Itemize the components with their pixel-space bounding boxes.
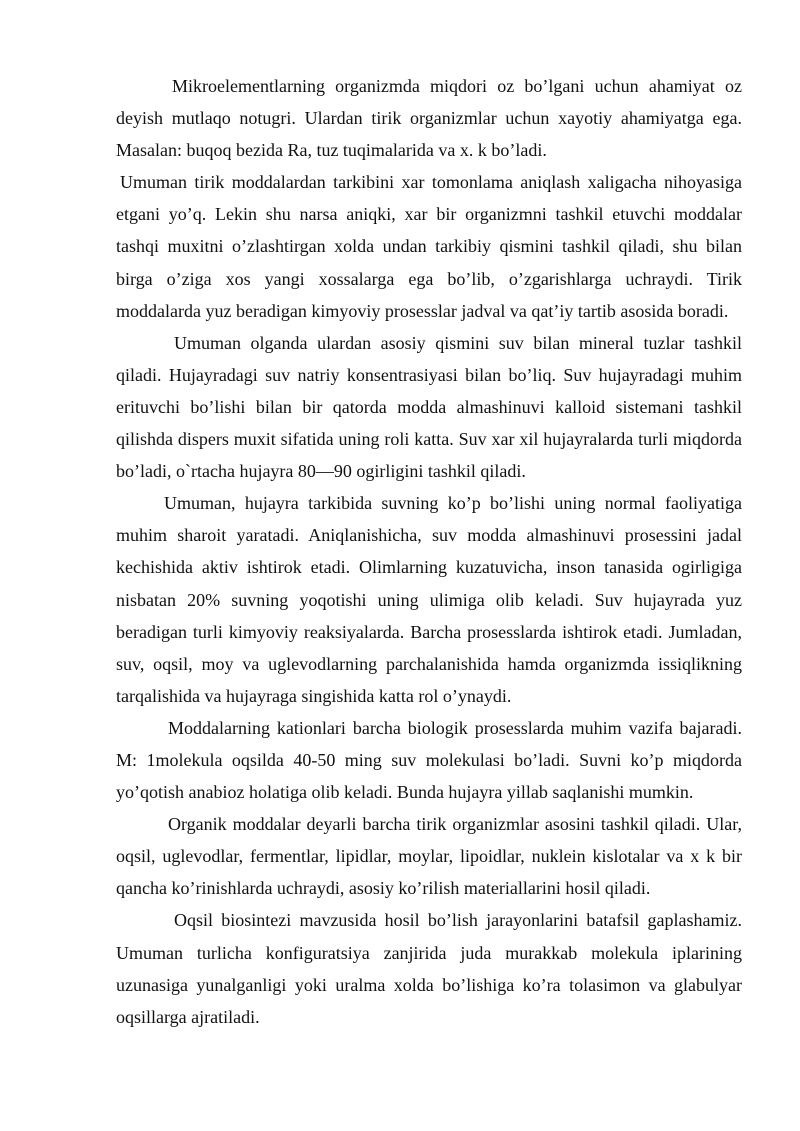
paragraph-protein-biosynthesis: Oqsil biosintezi mavzusida hosil bo’lish jarayonlarini batafsil gaplashamiz. Umuman turlicha konfiguratsiya zanjirida juda murakkab molekula iplarining uzunasiga yunalganligi yoki uralma xolda bo’lishiga ko’ra tolasimon va glabulyar oqsillarga ajratiladi. <box>116 910 742 1027</box>
paragraph-organic-substances: Organik moddalar deyarli barcha tirik organizmlar asosini tashkil qiladi. Ular, oqsil, uglevodlar, fermentlar, lipidlar, moylar, lipoidlar, nuklein kislotalar va x k bir qancha ko’rinishlarda uchraydi, asosiy ko’rilish materiallarini hosil qiladi. <box>116 814 742 899</box>
paragraph-microelements: Mikroelementlarning organizmda miqdori oz bo’lgani uchun ahamiyat oz deyish mutlaqo notugri. Ulardan tirik organizmlar uchun xayotiy ahamiyatga ega. Masalan: buqoq bezida Ra, tuz tuqimalarida va x. k bo’ladi. <box>116 76 742 161</box>
paragraph-living-matter-composition: Umuman tirik moddalardan tarkibini xar tomonlama aniqlash xaligacha nihoyasiga etgani yo’q. Lekin shu narsa aniqki, xar bir organizmni tashkil etuvchi moddalar tashqi muxitni o’zlashtirgan xolda undan tarkibiy qismini tashkil qiladi, shu bilan birga o’ziga xos yangi xossalarga ega bo’lib, o’zgarishlarga uchraydi. Tirik moddalarda yuz beradigan kimyoviy prosesslar jadval va qat’iy tartib asosida boradi. <box>116 172 742 321</box>
paragraph-cations: Moddalarning kationlari barcha biologik prosesslarda muhim vazifa bajaradi. M: 1molekula oqsilda 40-50 ming suv molekulasi bo’ladi. Suvni ko’p miqdorda yo’qotish anabioz holatiga olib keladi. Bunda hujayra yillab saqlanishi mumkin. <box>116 717 742 803</box>
document-page <box>116 70 742 1033</box>
paragraph-water-role: Umuman, hujayra tarkibida suvning ko’p bo’lishi uning normal faoliyatiga muhim sharoit yaratadi. Aniqlanishicha, suv modda almashinuvi prosessini jadal kechishida aktiv ishtirok etadi. Olimlarning kuzatuvicha, inson tanasida ogirligiga nisbatan 20% suvning yoqotishi uning ulimiga olib keladi. Suv hujayrada yuz beradigan turli kimyoviy reaksiyalarda. Barcha prosesslarda ishtirok etadi. Jumladan, suv, oqsil, moy va uglevodlarning parchalanishida hamda organizmda issiqlikning tarqalishida va hujayraga singishida katta rol o’ynaydi. <box>116 493 742 706</box>
paragraph-water-and-salts: Umuman olganda ulardan asosiy qismini suv bilan mineral tuzlar tashkil qiladi. Hujayradagi suv natriy konsentrasiyasi bilan bo’liq. Suv hujayradagi muhim erituvchi bo’lishi bilan bir qatorda modda almashinuvi kalloid sistemani tashkil qilishda dispers muxit sifatida uning roli katta. Suv xar xil hujayralarda turli miqdorda bo’ladi, o`rtacha hujayra 80—90 ogirligini tashkil qiladi. <box>116 332 742 482</box>
